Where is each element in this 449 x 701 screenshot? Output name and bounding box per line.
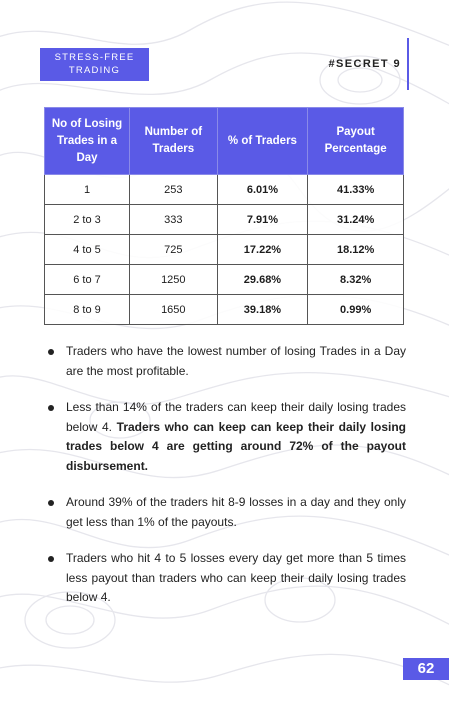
list-item (48, 342, 406, 381)
accent-divider (407, 38, 409, 90)
losing-trades-table (44, 107, 404, 325)
bullet-dot-icon (48, 349, 54, 355)
table-cell: 17.22% (217, 235, 308, 265)
column-header: No of Losing Trades in a Day (45, 108, 130, 175)
table-row (45, 175, 404, 205)
bullet-bold-text: Traders who can keep can keep their daily losing trades below 4 are getting around 72% of the payout disbursement. (66, 419, 406, 473)
table-cell: 2 to 3 (45, 205, 130, 235)
list-item (48, 493, 406, 532)
column-header: Number of Traders (130, 108, 218, 175)
bullet-list (48, 342, 406, 625)
table-cell: 1250 (130, 265, 218, 295)
table-cell: 18.12% (308, 235, 404, 265)
bullet-text: Traders who have the lowest number of losing Trades in a Day are the most profitable. (66, 344, 406, 378)
table-cell: 333 (130, 205, 218, 235)
column-header: Payout Percentage (308, 108, 404, 175)
table-cell: 41.33% (308, 175, 404, 205)
bullet-dot-icon (48, 500, 54, 506)
table-cell: 253 (130, 175, 218, 205)
table-row (45, 235, 404, 265)
table-cell: 6.01% (217, 175, 308, 205)
badge-line-2: TRADING (68, 65, 121, 76)
table-row (45, 205, 404, 235)
table-cell: 4 to 5 (45, 235, 130, 265)
table-row (45, 295, 404, 325)
badge-line-1: STRESS-FREE (54, 52, 135, 63)
bullet-dot-icon (48, 556, 54, 562)
secret-label: #SECRET 9 (328, 58, 401, 70)
table-cell: 1650 (130, 295, 218, 325)
table-cell: 6 to 7 (45, 265, 130, 295)
table-header-row (45, 108, 404, 175)
list-item (48, 549, 406, 608)
table-cell: 0.99% (308, 295, 404, 325)
bullet-text: Less than 14% of the traders can keep their daily losing trades below 4. (66, 400, 406, 434)
table-cell: 39.18% (217, 295, 308, 325)
table-cell: 725 (130, 235, 218, 265)
list-item (48, 398, 406, 476)
table-cell: 1 (45, 175, 130, 205)
bullet-text: Around 39% of the traders hit 8-9 losses in a day and they only get less than 1% of the payouts. (66, 495, 406, 529)
table-cell: 29.68% (217, 265, 308, 295)
bullet-dot-icon (48, 405, 54, 411)
table-row (45, 265, 404, 295)
table-cell: 8 to 9 (45, 295, 130, 325)
table-cell: 31.24% (308, 205, 404, 235)
column-header: % of Traders (217, 108, 308, 175)
page-number: 62 (403, 658, 449, 680)
section-badge (40, 48, 149, 81)
bullet-text: Traders who hit 4 to 5 losses every day get more than 5 times less payout than traders who can keep their daily losing trades below 4. (66, 551, 406, 604)
table-cell: 7.91% (217, 205, 308, 235)
table-cell: 8.32% (308, 265, 404, 295)
